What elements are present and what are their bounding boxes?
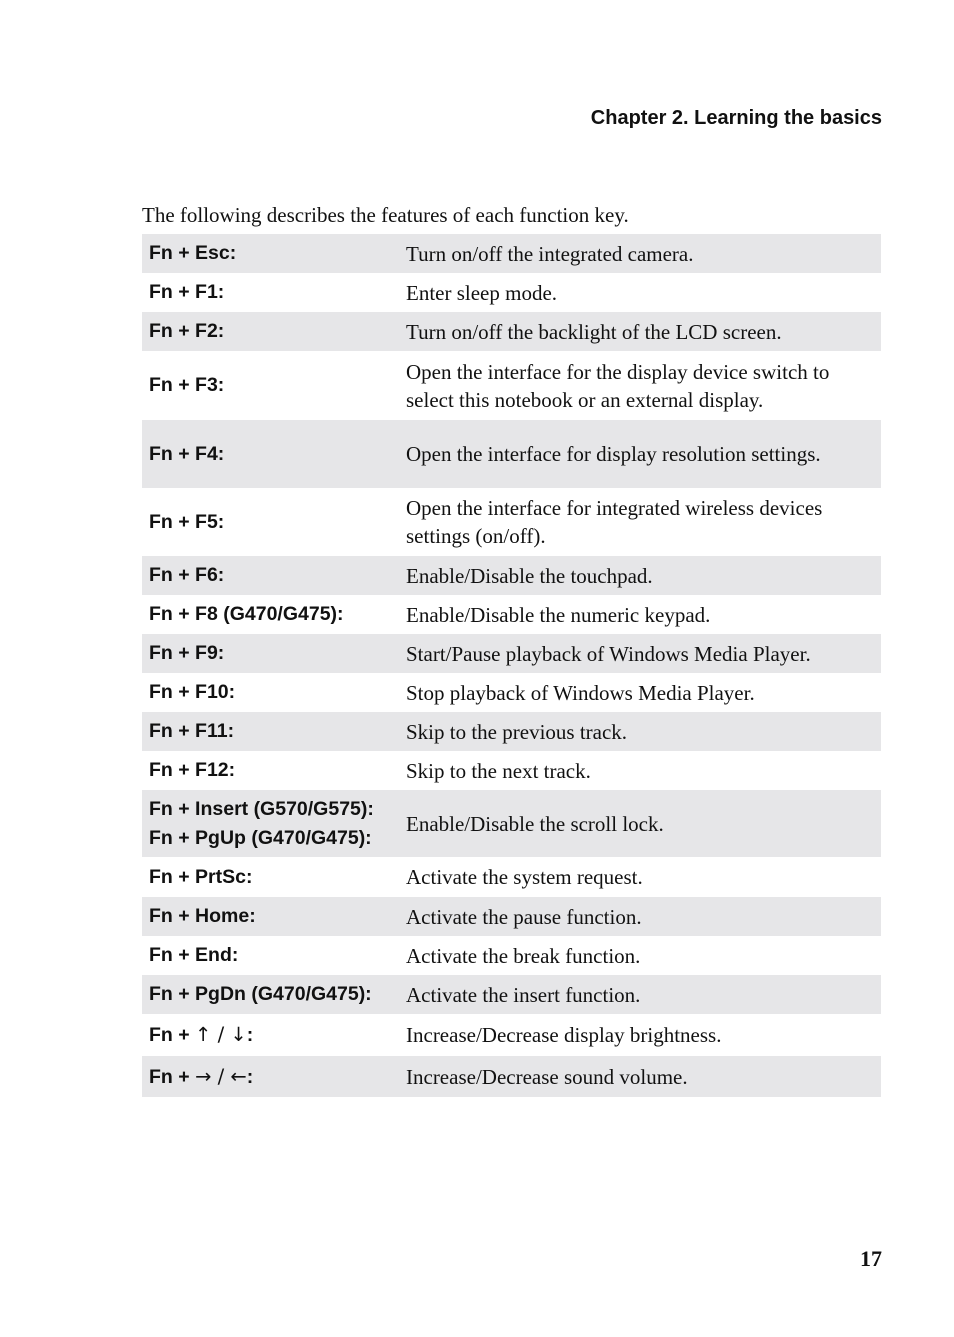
fn-key-label: Fn + End: xyxy=(149,944,239,966)
table-row xyxy=(142,975,881,1014)
table-row xyxy=(142,857,881,897)
right-left-arrow-icon: → / ← xyxy=(195,1064,247,1088)
fn-key-description: Open the interface for display resolution settings. xyxy=(406,442,821,466)
fn-key-label: Fn + F4: xyxy=(149,442,225,465)
fn-key-description: Increase/Decrease sound volume. xyxy=(406,1064,688,1089)
table-row xyxy=(142,273,881,312)
fn-key-label: Fn + F2: xyxy=(149,320,225,342)
table-row xyxy=(142,312,881,351)
fn-key-label: Fn + F8 (G470/G475): xyxy=(149,603,344,625)
fn-key-label: Fn + F1: xyxy=(149,281,225,303)
fn-key-label: Fn + Home: xyxy=(149,905,256,927)
fn-key-description: Activate the pause function. xyxy=(406,904,642,929)
table-row xyxy=(142,420,881,488)
fn-key-label: Fn + F10: xyxy=(149,681,236,703)
intro-text: The following describes the features of each function key. xyxy=(142,203,629,227)
fn-key-description: Stop playback of Windows Media Player. xyxy=(406,680,755,705)
fn-key-label-line: Fn + PgUp (G470/G475): xyxy=(149,826,372,849)
fn-key-label: Fn + F5: xyxy=(149,510,225,533)
fn-key-description: Start/Pause playback of Windows Media Player. xyxy=(406,641,811,666)
page-number: 17 xyxy=(860,1246,882,1271)
fn-key-description: Turn on/off the backlight of the LCD screen. xyxy=(406,319,782,344)
fn-key-label: Fn + F9: xyxy=(149,642,225,664)
up-down-arrow-icon: ↑ / ↓ xyxy=(195,1023,247,1046)
table-row xyxy=(142,751,881,790)
fn-key-label: Fn + PrtSc: xyxy=(149,865,253,888)
fn-key-label: Fn + PgDn (G470/G475): xyxy=(149,983,372,1005)
fn-key-description: Activate the system request. xyxy=(406,865,643,889)
fn-key-label: Fn + F12: xyxy=(149,759,236,781)
fn-key-description: Skip to the next track. xyxy=(406,758,591,783)
fn-key-description: Activate the break function. xyxy=(406,943,641,968)
table-row xyxy=(142,351,881,420)
fn-key-description: Enable/Disable the numeric keypad. xyxy=(406,602,711,627)
table-row xyxy=(142,1014,881,1056)
fn-key-label xyxy=(142,1062,406,1092)
table-row xyxy=(142,897,881,936)
fn-key-suffix: : xyxy=(246,1024,254,1046)
table-row xyxy=(142,712,881,751)
fn-key-label xyxy=(142,1020,406,1050)
fn-key-prefix: Fn + xyxy=(149,1024,196,1046)
fn-key-label: Fn + Esc: xyxy=(149,242,237,264)
fn-key-description: Increase/Decrease display brightness. xyxy=(406,1023,722,1047)
fn-key-label: Fn + F11: xyxy=(149,720,235,742)
fn-key-description: Open the interface for the display device switch to select this notebook or an external display. xyxy=(406,359,830,412)
fn-key-description: Enable/Disable the touchpad. xyxy=(406,563,653,588)
fn-key-label: Fn + F3: xyxy=(149,374,225,396)
table-row xyxy=(142,1056,881,1097)
table-row xyxy=(142,936,881,975)
fn-key-label-line: Fn + Insert (G570/G575): xyxy=(149,797,374,820)
fn-key-suffix: : xyxy=(246,1065,254,1088)
function-key-table xyxy=(142,234,881,1097)
table-row xyxy=(142,595,881,634)
fn-key-description: Open the interface for integrated wireless devices settings (on/off). xyxy=(406,496,823,548)
fn-key-prefix: Fn + xyxy=(149,1065,196,1088)
chapter-header: Chapter 2. Learning the basics xyxy=(590,107,882,129)
table-row xyxy=(142,234,881,273)
fn-key-description: Skip to the previous track. xyxy=(406,719,628,744)
fn-key-label xyxy=(142,795,406,853)
table-row xyxy=(142,673,881,712)
table-row xyxy=(142,556,881,595)
table-row xyxy=(142,634,881,673)
fn-key-description: Turn on/off the integrated camera. xyxy=(406,241,694,266)
table-row xyxy=(142,790,881,857)
fn-key-description: Enable/Disable the scroll lock. xyxy=(406,811,664,836)
fn-key-description: Activate the insert function. xyxy=(406,982,641,1007)
table-row xyxy=(142,488,881,556)
fn-key-description: Enter sleep mode. xyxy=(406,280,558,305)
fn-key-label: Fn + F6: xyxy=(149,564,225,586)
